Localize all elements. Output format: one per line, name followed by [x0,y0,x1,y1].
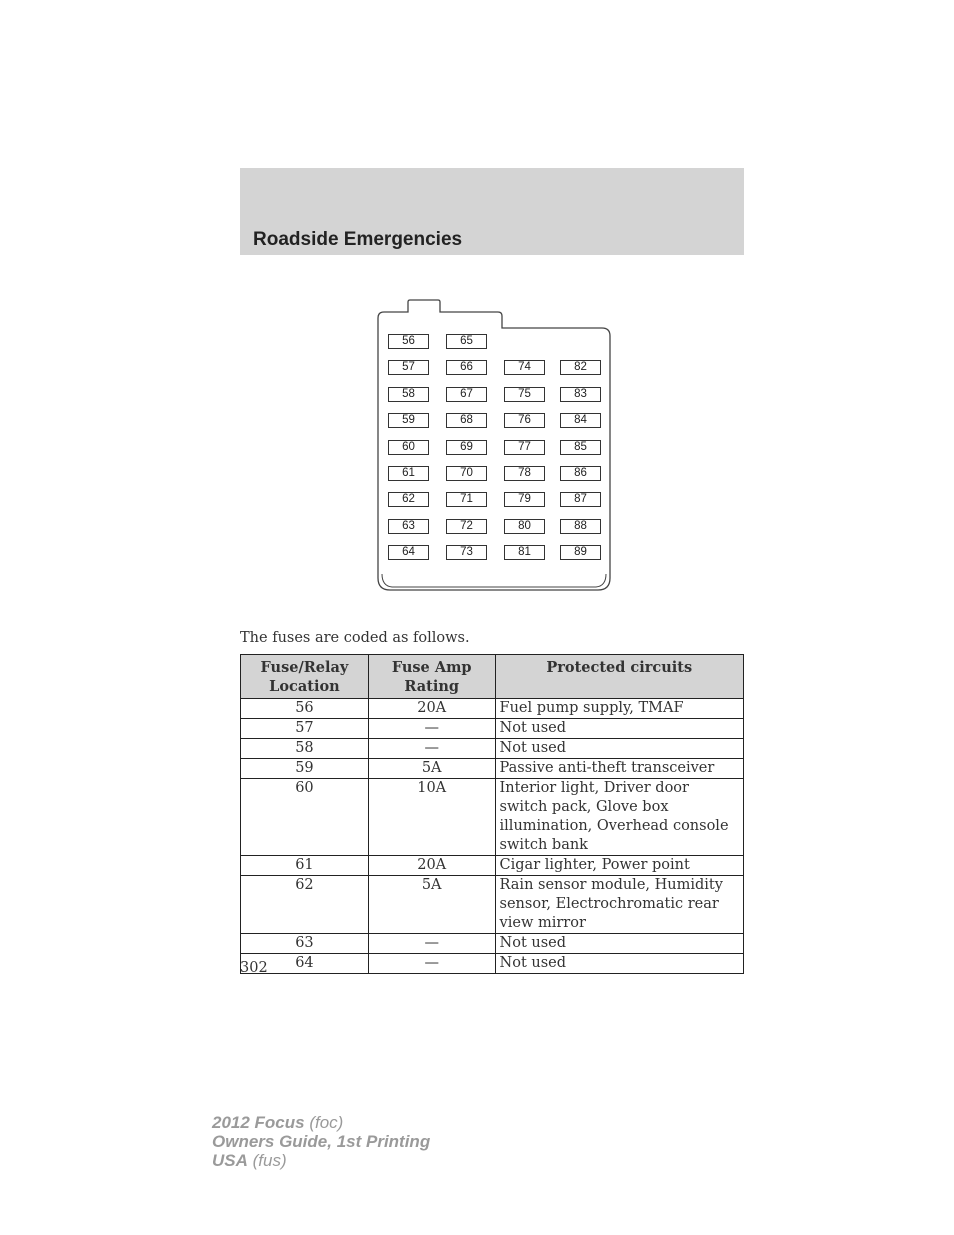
cell-circuits: Passive anti-theft transceiver [495,759,743,779]
fuse-slot: 64 [388,545,429,560]
fuse-slot: 76 [504,413,545,428]
cell-circuits: Fuel pump supply, TMAF [495,699,743,719]
cell-rating: 5A [368,876,495,934]
fuse-slot: 68 [446,413,487,428]
cell-rating: — [368,934,495,954]
cell-location: 60 [241,779,369,856]
footer-model: 2012 Focus [212,1113,305,1132]
cell-location: 63 [241,934,369,954]
cell-location: 56 [241,699,369,719]
table-row [241,954,744,974]
fuse-panel-diagram [370,298,620,598]
footer-line-3 [212,1151,430,1170]
cell-circuits: Not used [495,954,743,974]
table-row [241,719,744,739]
fuse-slot: 84 [560,413,601,428]
cell-circuits: Cigar lighter, Power point [495,856,743,876]
fuse-slot: 65 [446,334,487,349]
fuse-slot: 69 [446,440,487,455]
fuse-slot: 80 [504,519,545,534]
footer-line-2 [212,1132,430,1151]
table-header-row [241,655,744,699]
fuse-slot: 66 [446,360,487,375]
table-row [241,699,744,719]
fuse-slot: 59 [388,413,429,428]
fuse-slot: 72 [446,519,487,534]
fuse-slot: 85 [560,440,601,455]
fuse-slot: 63 [388,519,429,534]
fuse-slot: 62 [388,492,429,507]
fuse-slot: 73 [446,545,487,560]
page-number: 302 [240,960,268,976]
cell-location: 59 [241,759,369,779]
cell-location: 62 [241,876,369,934]
table-row [241,759,744,779]
cell-rating: 20A [368,699,495,719]
fuse-slot: 61 [388,466,429,481]
footer-model-code: (foc) [309,1113,344,1132]
document-footer [212,1113,430,1170]
fuse-slot: 57 [388,360,429,375]
cell-location: 61 [241,856,369,876]
table-row [241,739,744,759]
fuse-slot: 70 [446,466,487,481]
fuse-slot: 79 [504,492,545,507]
cell-rating: — [368,719,495,739]
cell-rating: — [368,739,495,759]
fuse-slot: 60 [388,440,429,455]
table-row [241,779,744,856]
fuse-slot: 86 [560,466,601,481]
fuse-slot: 71 [446,492,487,507]
table-row [241,876,744,934]
fuse-slot: 81 [504,545,545,560]
column-header-rating: Fuse Amp Rating [368,655,495,699]
fuse-slot: 78 [504,466,545,481]
footer-line-1 [212,1113,430,1132]
column-header-circuits: Protected circuits [495,655,743,699]
intro-text: The fuses are coded as follows. [240,630,470,646]
cell-circuits: Rain sensor module, Humidity sensor, Electrochromatic rear view mirror [495,876,743,934]
cell-circuits: Not used [495,719,743,739]
fuse-slot: 82 [560,360,601,375]
section-header [240,168,744,255]
fuse-table [240,654,744,974]
fuse-slot: 87 [560,492,601,507]
column-header-location: Fuse/Relay Location [241,655,369,699]
fuse-slot: 75 [504,387,545,402]
fuse-slot: 83 [560,387,601,402]
cell-location: 58 [241,739,369,759]
section-title: Roadside Emergencies [253,229,463,250]
cell-rating: — [368,954,495,974]
cell-rating: 20A [368,856,495,876]
footer-market: USA [212,1151,248,1170]
cell-location: 64 [241,954,369,974]
table-row [241,934,744,954]
footer-market-code: (fus) [252,1151,287,1170]
table-row [241,856,744,876]
cell-circuits: Not used [495,739,743,759]
fuse-slot: 67 [446,387,487,402]
fuse-slot: 74 [504,360,545,375]
cell-circuits: Interior light, Driver door switch pack, Glove box illumination, Overhead console switch bank [495,779,743,856]
fuse-slot: 56 [388,334,429,349]
footer-guide: Owners Guide, 1st Printing [212,1132,431,1151]
fuse-slot: 88 [560,519,601,534]
cell-circuits: Not used [495,934,743,954]
cell-location: 57 [241,719,369,739]
fuse-slot: 77 [504,440,545,455]
cell-rating: 5A [368,759,495,779]
fuse-slot: 58 [388,387,429,402]
fuse-slot: 89 [560,545,601,560]
cell-rating: 10A [368,779,495,856]
